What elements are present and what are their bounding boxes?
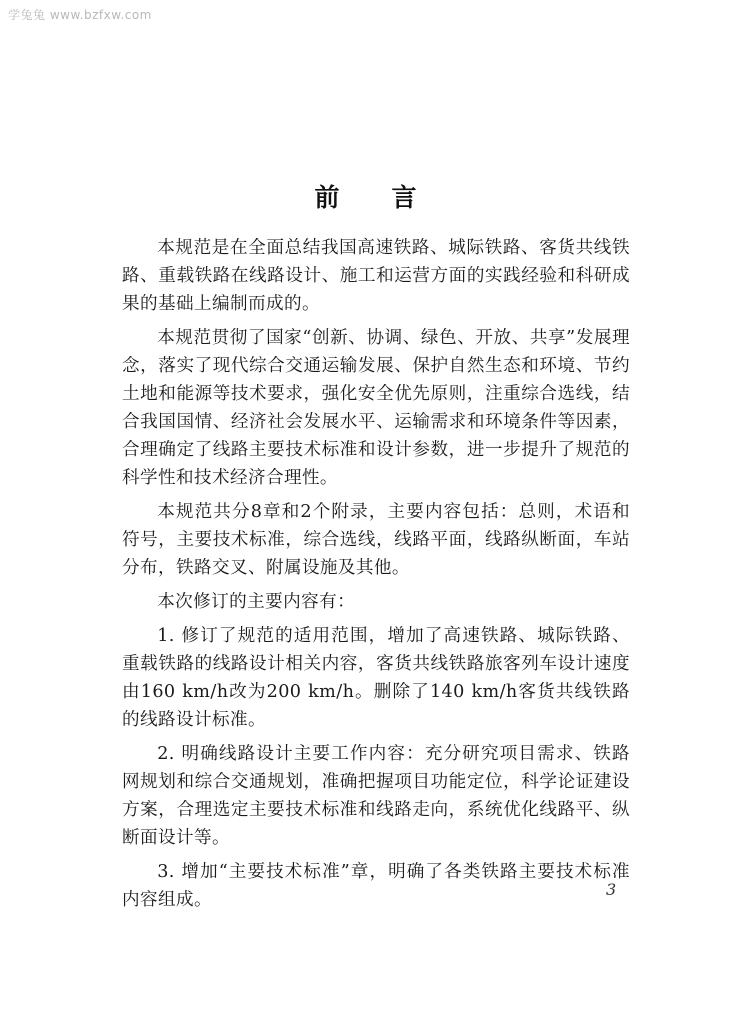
body-text: [122, 234, 630, 914]
watermark-text: 学兔兔 www.bzfxw.com: [8, 8, 152, 22]
paragraph-6: 2. 明确线路设计主要工作内容：充分研究项目需求、铁路网规划和综合交通规划，准确把握项目功能定位，科学论证建设方案，合理选定主要技术标准和线路走向，系统优化线路平、纵断面设计等。: [122, 744, 630, 848]
page-title: 前言: [314, 183, 469, 212]
paragraph-4: 本次修订的主要内容有：: [157, 592, 356, 612]
paragraph-7: 3. 增加“主要技术标准”章，明确了各类铁路主要技术标准内容组成。: [122, 862, 630, 910]
paragraph-3: 本规范共分8章和2个附录，主要内容包括：总则，术语和符号，主要技术标准，综合选线，线路平面，线路纵断面，车站分布，铁路交叉、附属设施及其他。: [122, 502, 630, 578]
paragraph-1: 本规范是在全面总结我国高速铁路、城际铁路、客货共线铁路、重载铁路在线路设计、施工和运营方面的实践经验和科研成果的基础上编制而成的。: [122, 238, 630, 314]
paragraph-5: 1. 修订了规范的适用范围，增加了高速铁路、城际铁路、重载铁路的线路设计相关内容，客货共线铁路旅客列车设计速度由160 km/h改为200 km/h。删除了140 km/h客货共线铁路的线路设计标准。: [122, 626, 630, 730]
paragraph-2: 本规范贯彻了国家“创新、协调、绿色、开放、共享”发展理念，落实了现代综合交通运输发展、保护自然生态和环境、节约土地和能源等技术要求，强化安全优先原则，注重综合选线，结合我国国情、经济社会发展水平、运输需求和环境条件等因素，合理确定了线路主要技术标准和设计参数，进一步提升了规范的科学性和技术经济合理性。: [122, 328, 630, 488]
page-number: 3: [606, 880, 617, 899]
